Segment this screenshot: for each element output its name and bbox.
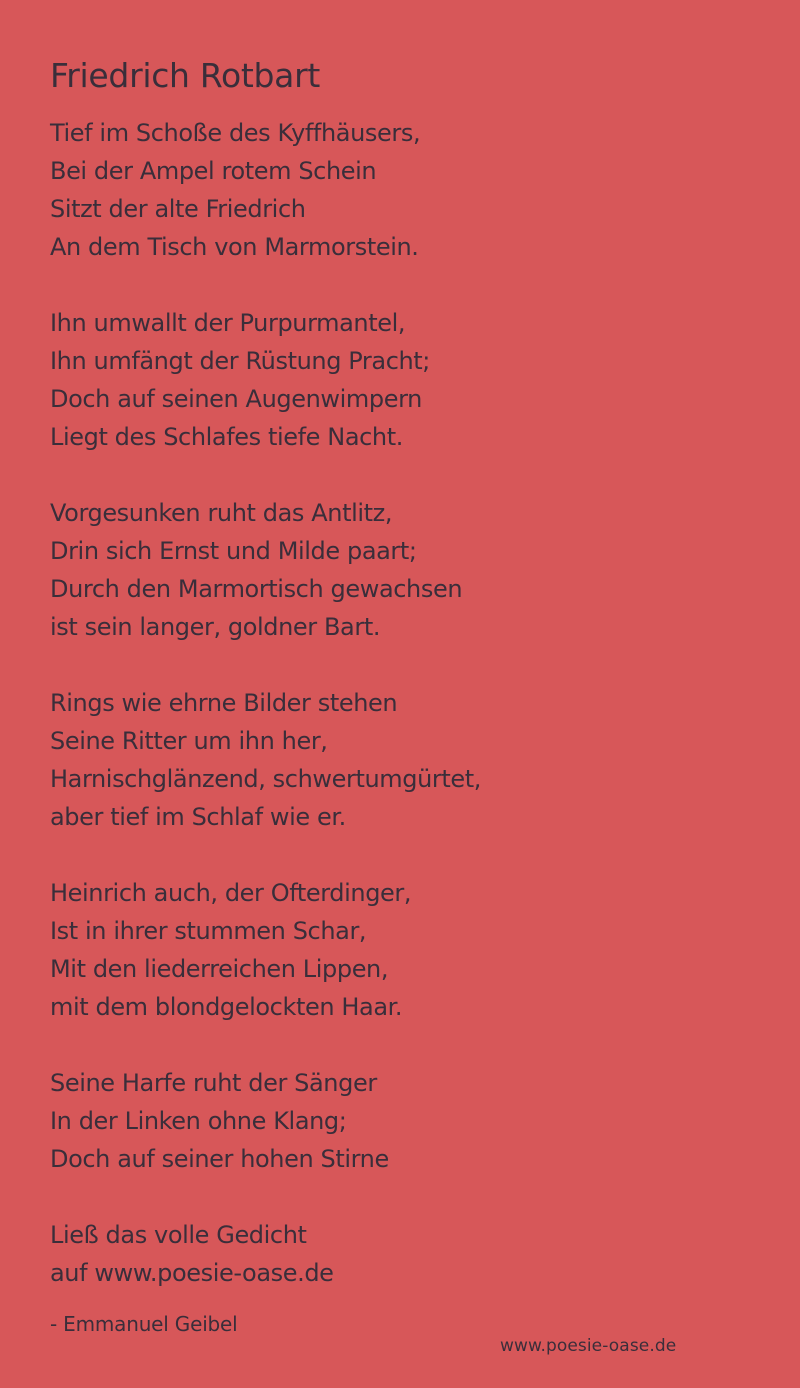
poem-line: Liegt des Schlafes tiefe Nacht.: [50, 423, 403, 451]
poem-title: Friedrich Rotbart: [50, 56, 321, 95]
stanza-6: [50, 1064, 750, 1178]
poem-line: Drin sich Ernst und Milde paart;: [50, 537, 417, 565]
poem-line: Seine Ritter um ihn her,: [50, 727, 328, 755]
poem-line: mit dem blondgelockten Haar.: [50, 993, 403, 1021]
poem-line: Ihn umfängt der Rüstung Pracht;: [50, 347, 430, 375]
stanza-4: [50, 684, 750, 836]
poem-line: Ihn umwallt der Purpurmantel,: [50, 309, 406, 337]
poem-line: Durch den Marmortisch gewachsen: [50, 575, 463, 603]
stanza-3: [50, 494, 750, 646]
poem-line: Bei der Ampel rotem Schein: [50, 157, 377, 185]
poem-line: Ließ das volle Gedicht: [50, 1221, 307, 1249]
poem-line: Seine Harfe ruht der Sänger: [50, 1069, 377, 1097]
poem-body: [50, 114, 750, 1292]
poem-line: Heinrich auch, der Ofterdinger,: [50, 879, 412, 907]
footer-site-url: www.poesie-oase.de: [500, 1336, 677, 1356]
poem-line: Mit den liederreichen Lippen,: [50, 955, 389, 983]
poem-line: Rings wie ehrne Bilder stehen: [50, 689, 398, 717]
poem-line: Harnischglänzend, schwertumgürtet,: [50, 765, 481, 793]
poem-card: [50, 52, 750, 1330]
poem-line: Ist in ihrer stummen Schar,: [50, 917, 367, 945]
stanza-2: [50, 304, 750, 456]
poem-line: ist sein langer, goldner Bart.: [50, 613, 381, 641]
stanza-7: [50, 1216, 750, 1292]
poem-line: Doch auf seiner hohen Stirne: [50, 1145, 389, 1173]
poem-line: Sitzt der alte Friedrich: [50, 195, 306, 223]
stanza-5: [50, 874, 750, 1026]
poem-author: - Emmanuel Geibel: [50, 1312, 238, 1336]
poem-line: aber tief im Schlaf wie er.: [50, 803, 346, 831]
poem-line: Doch auf seinen Augenwimpern: [50, 385, 422, 413]
poem-line: An dem Tisch von Marmorstein.: [50, 233, 419, 261]
poem-line: Vorgesunken ruht das Antlitz,: [50, 499, 393, 527]
stanza-1: [50, 114, 750, 266]
poem-line: auf www.poesie-oase.de: [50, 1259, 334, 1287]
poem-line: Tief im Schoße des Kyffhäusers,: [50, 119, 421, 147]
poem-line: In der Linken ohne Klang;: [50, 1107, 347, 1135]
